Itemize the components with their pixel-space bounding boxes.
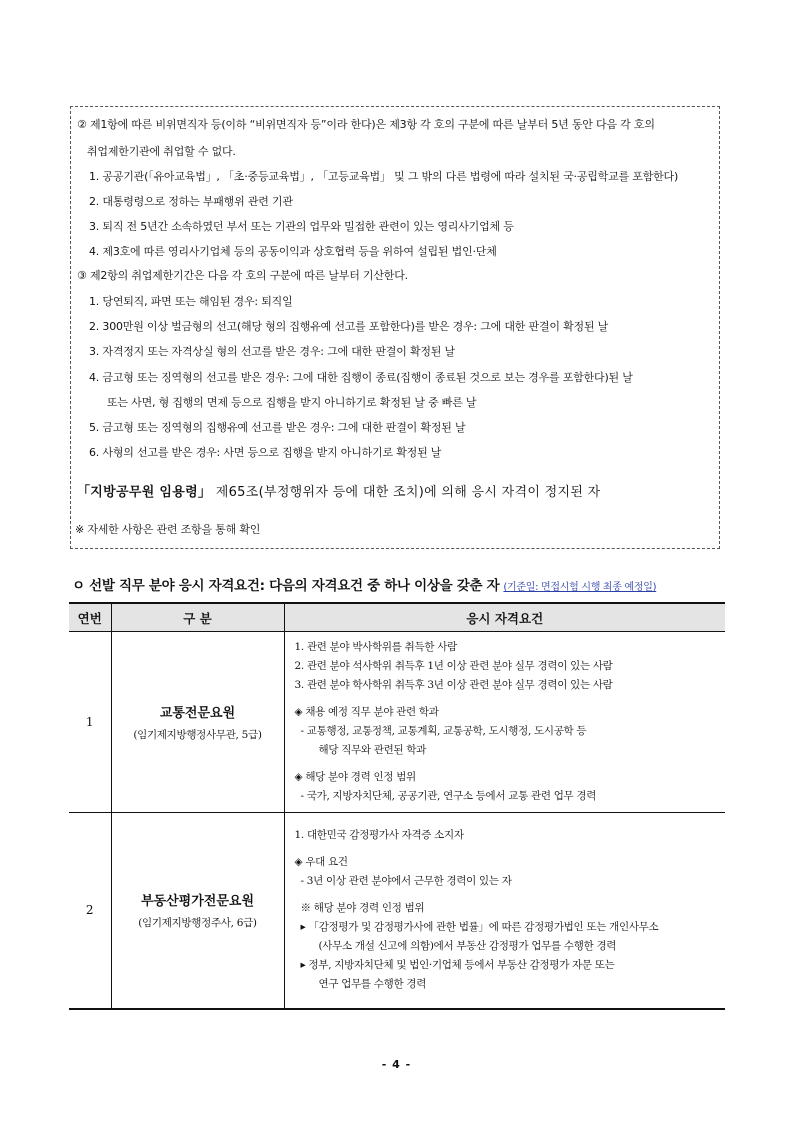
requirement-line: - 3년 이상 관련 분야에서 근무한 경력이 있는 자 xyxy=(300,875,512,888)
requirement-line: ▸ 「감정평가 및 감정평가사에 관한 법률」에 따른 감정평가법인 또는 개인사무소 xyxy=(300,921,659,934)
row-requirements xyxy=(284,813,725,1009)
box-line-item-2: 2. 대통령령으로 정하는 부패행위 관련 기관 xyxy=(89,195,293,208)
table-row xyxy=(69,632,725,813)
requirement-line: (사무소 개설 신고에 의함)에서 부동산 감정평가 업무를 수행한 경력 xyxy=(318,940,617,953)
position-rank: (임기제지방행정사무관, 5급) xyxy=(133,729,262,741)
decree-title: 「지방공무원 임용령」 xyxy=(77,485,212,500)
legal-excerpt-box xyxy=(70,106,720,549)
requirement-line: ※ 해당 분야 경력 인정 범위 xyxy=(300,902,425,915)
requirement-line: - 국가, 지방자치단체, 공공기관, 연구소 등에서 교통 관련 업무 경력 xyxy=(300,790,597,802)
table-row xyxy=(69,813,725,1009)
box-line-para3-item-6: 6. 사형의 선고를 받은 경우: 사면 등으로 집행을 받지 아니하기로 확정된 날 xyxy=(89,446,442,459)
decree-text: 제65조(부정행위자 등에 대한 조치)에 의해 응시 자격이 정지된 자 xyxy=(215,485,601,500)
header-number: 연번 xyxy=(69,603,111,632)
requirement-line: ◈ 채용 예정 직무 분야 관련 학과 xyxy=(294,706,439,718)
box-line-para2: ② 제1항에 따른 비위면직자 등(이하 “비위면직자 등”이라 한다)은 제3항 각 호의 구분에 따른 날부터 5년 동안 다음 각 호의 xyxy=(77,118,655,131)
requirement-line: - 교통행정, 교통정책, 교통계획, 교통공학, 도시행정, 도시공학 등 xyxy=(300,725,587,737)
row-requirements xyxy=(284,632,725,813)
requirement-line: ▸ 정부, 지방자치단체 및 법인·기업체 등에서 부동산 감정평가 자문 또는 xyxy=(300,959,615,972)
requirement-line: 2. 관련 분야 석사학위 취득후 1년 이상 관련 분야 실무 경력이 있는 사람 xyxy=(294,660,613,672)
qualification-table xyxy=(69,602,725,1010)
position-rank: (임기제지방행정주사, 6급) xyxy=(138,917,257,930)
requirement-line: 연구 업무를 수행한 경력 xyxy=(318,978,427,991)
box-line-para3-item-5: 5. 금고형 또는 징역형의 집행유예 선고를 받은 경우: 그에 대한 판결이 확정된 날 xyxy=(89,421,466,434)
row-category xyxy=(111,813,284,1009)
requirement-line: 해당 직무와 관련된 학과 xyxy=(318,744,427,756)
position-name: 부동산평가전문요원 xyxy=(140,894,255,910)
box-line-para3-item-1: 1. 당연퇴직, 파면 또는 해임된 경우: 퇴직일 xyxy=(89,295,293,308)
requirement-line: 1. 대한민국 감정평가사 자격증 소지자 xyxy=(294,829,464,842)
box-note: ※ 자세한 사항은 관련 조항을 통해 확인 xyxy=(75,523,261,536)
section-heading xyxy=(72,574,656,594)
header-category: 구 분 xyxy=(111,603,284,632)
row-number: 2 xyxy=(69,813,111,1009)
section-title: ㅇ 선발 직무 분야 응시 자격요건: 다음의 자격요건 중 하나 이상을 갖춘 자 xyxy=(72,578,500,594)
box-line-item-1: 1. 공공기관(「유아교육법」, 「초·중등교육법」, 「고등교육법」 및 그 밖의 다른 법령에 따라 설치된 국·공립학교를 포함한다) xyxy=(89,170,679,183)
box-line-para3: ③ 제2항의 취업제한기간은 다음 각 호의 구분에 따른 날부터 기산한다. xyxy=(77,269,408,282)
box-line-para3-item-4-cont: 또는 사면, 형 집행의 면제 등으로 집행을 받지 아니하기로 확정된 날 중 빠른 날 xyxy=(107,396,477,409)
row-number: 1 xyxy=(69,632,111,813)
box-line-para2-cont: 취업제한기관에 취업할 수 없다. xyxy=(87,145,236,158)
position-name: 교통전문요원 xyxy=(159,706,236,721)
requirement-line: 1. 관련 분야 박사학위를 취득한 사람 xyxy=(294,641,457,653)
box-line-item-3: 3. 퇴직 전 5년간 소속하였던 부서 또는 기관의 업무와 밀접한 관련이 있는 영리사기업체 등 xyxy=(89,220,514,233)
table-header-row xyxy=(69,603,725,632)
requirement-line: ◈ 우대 요건 xyxy=(294,856,348,869)
decree-line xyxy=(77,486,601,500)
requirement-line: ◈ 해당 분야 경력 인정 범위 xyxy=(294,771,416,783)
box-line-para3-item-3: 3. 자격정지 또는 자격상실 형의 선고를 받은 경우: 그에 대한 판결이 확정된 날 xyxy=(89,345,455,358)
header-requirements: 응시 자격요건 xyxy=(284,603,725,632)
row-category xyxy=(111,632,284,813)
box-line-para3-item-2: 2. 300만원 이상 벌금형의 선고(해당 형의 집행유예 선고를 포함한다)를 받은 경우: 그에 대한 판결이 확정된 날 xyxy=(89,320,609,333)
box-line-item-4: 4. 제3호에 따른 영리사기업체 등의 공동이익과 상호협력 등을 위하여 설립된 법인·단체 xyxy=(89,245,497,258)
box-line-para3-item-4: 4. 금고형 또는 징역형의 선고를 받은 경우: 그에 대한 집행이 종료(집행이 종료된 것으로 보는 경우를 포함한다)된 날 xyxy=(89,371,633,384)
page-number: - 4 - xyxy=(381,1058,412,1071)
requirement-line: 3. 관련 분야 학사학위 취득후 3년 이상 관련 분야 실무 경력이 있는 사람 xyxy=(294,679,613,691)
reference-date-note: (기준일: 면접시험 시행 최종 예정일) xyxy=(503,582,657,593)
